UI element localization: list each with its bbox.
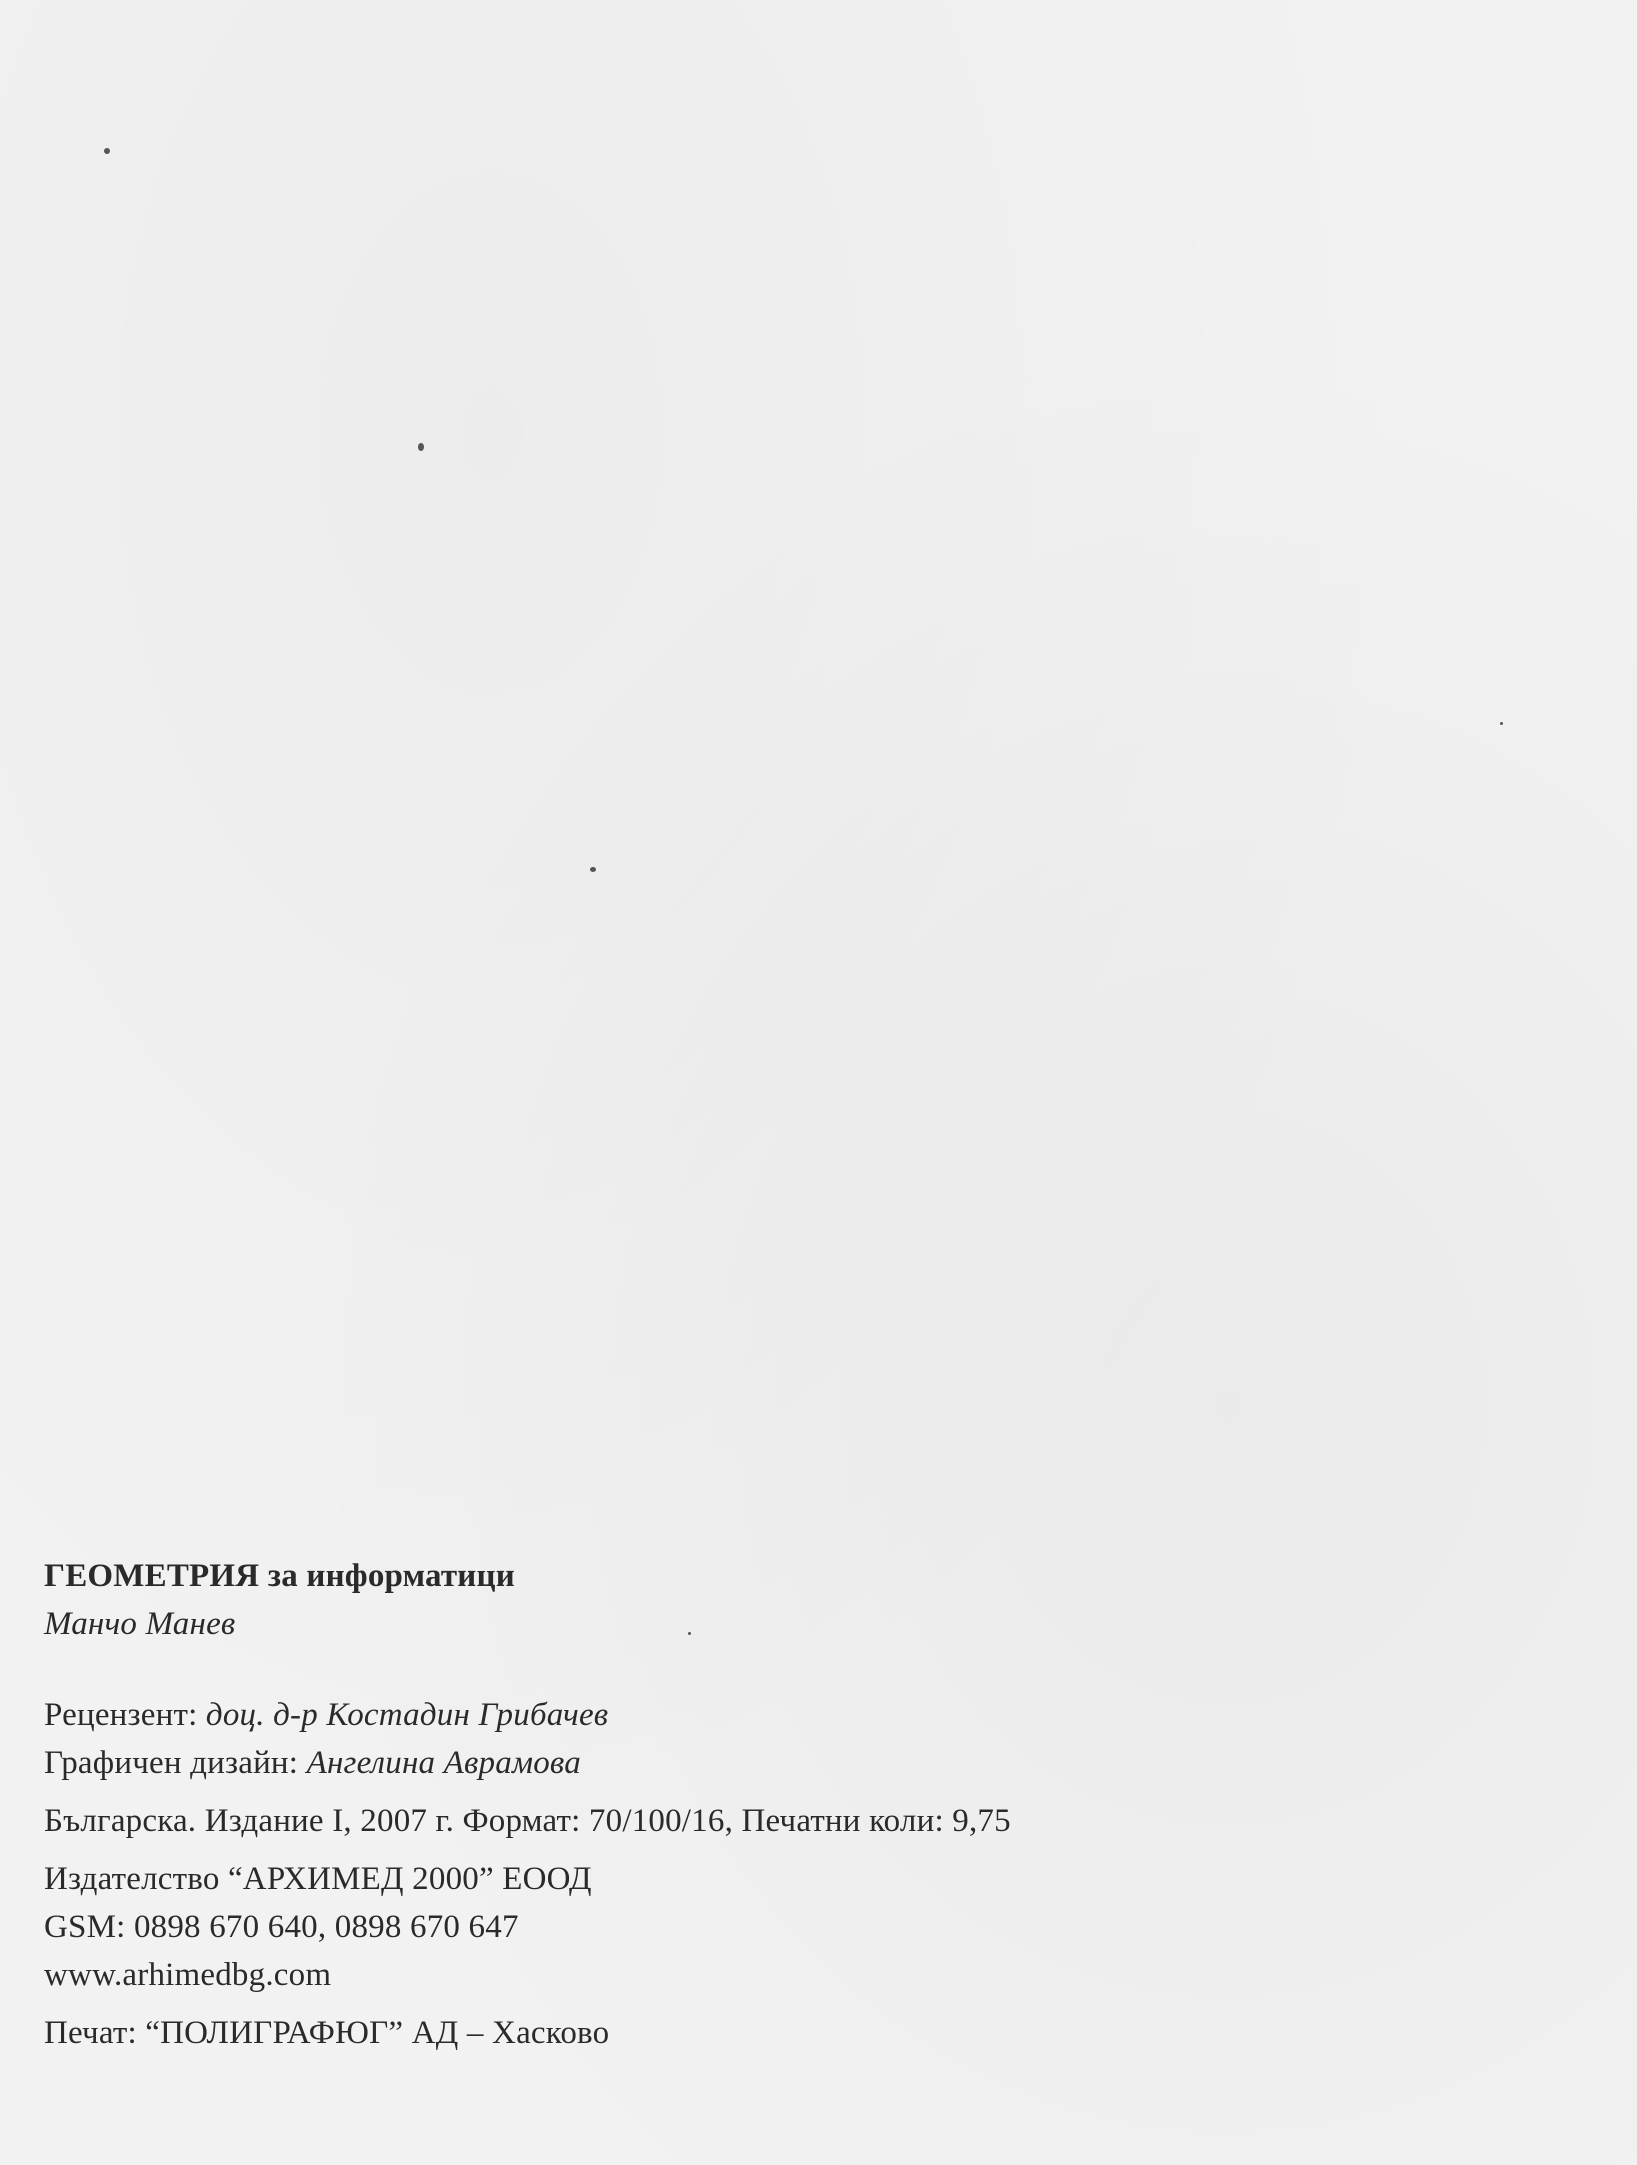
reviewer-line (44, 1691, 1444, 1739)
colophon (44, 1552, 1444, 2057)
design-name: Ангелина Аврамова (306, 1745, 581, 1781)
publisher-name: Издателство “АРХИМЕД 2000” ЕООД (44, 1861, 592, 1897)
book-title (44, 1552, 1444, 1600)
publisher-website: www.arhimedbg.com (44, 1957, 332, 1993)
reviewer-label: Рецензент: (44, 1697, 206, 1733)
book-title-rest: за информатици (259, 1558, 515, 1594)
scan-speck (590, 867, 596, 872)
book-title-main: ГЕОМЕТРИЯ (44, 1558, 260, 1594)
design-line (44, 1739, 1444, 1787)
publisher-phone: GSM: 0898 670 640, 0898 670 647 (44, 1909, 519, 1945)
scan-speck (418, 443, 424, 451)
design-label: Графичен дизайн: (44, 1745, 307, 1781)
reviewer-name: доц. д-р Костадин Грибачев (205, 1697, 609, 1733)
edition-line: Българска. Издание I, 2007 г. Формат: 70/100/16, Печатни коли: 9,75 (44, 1803, 1011, 1839)
scan-speck (1500, 722, 1503, 725)
scan-speck (104, 148, 110, 154)
book-author: Манчо Манев (44, 1606, 236, 1642)
printer-line: Печат: “ПОЛИГРАФЮГ” АД – Хасково (44, 2015, 610, 2051)
